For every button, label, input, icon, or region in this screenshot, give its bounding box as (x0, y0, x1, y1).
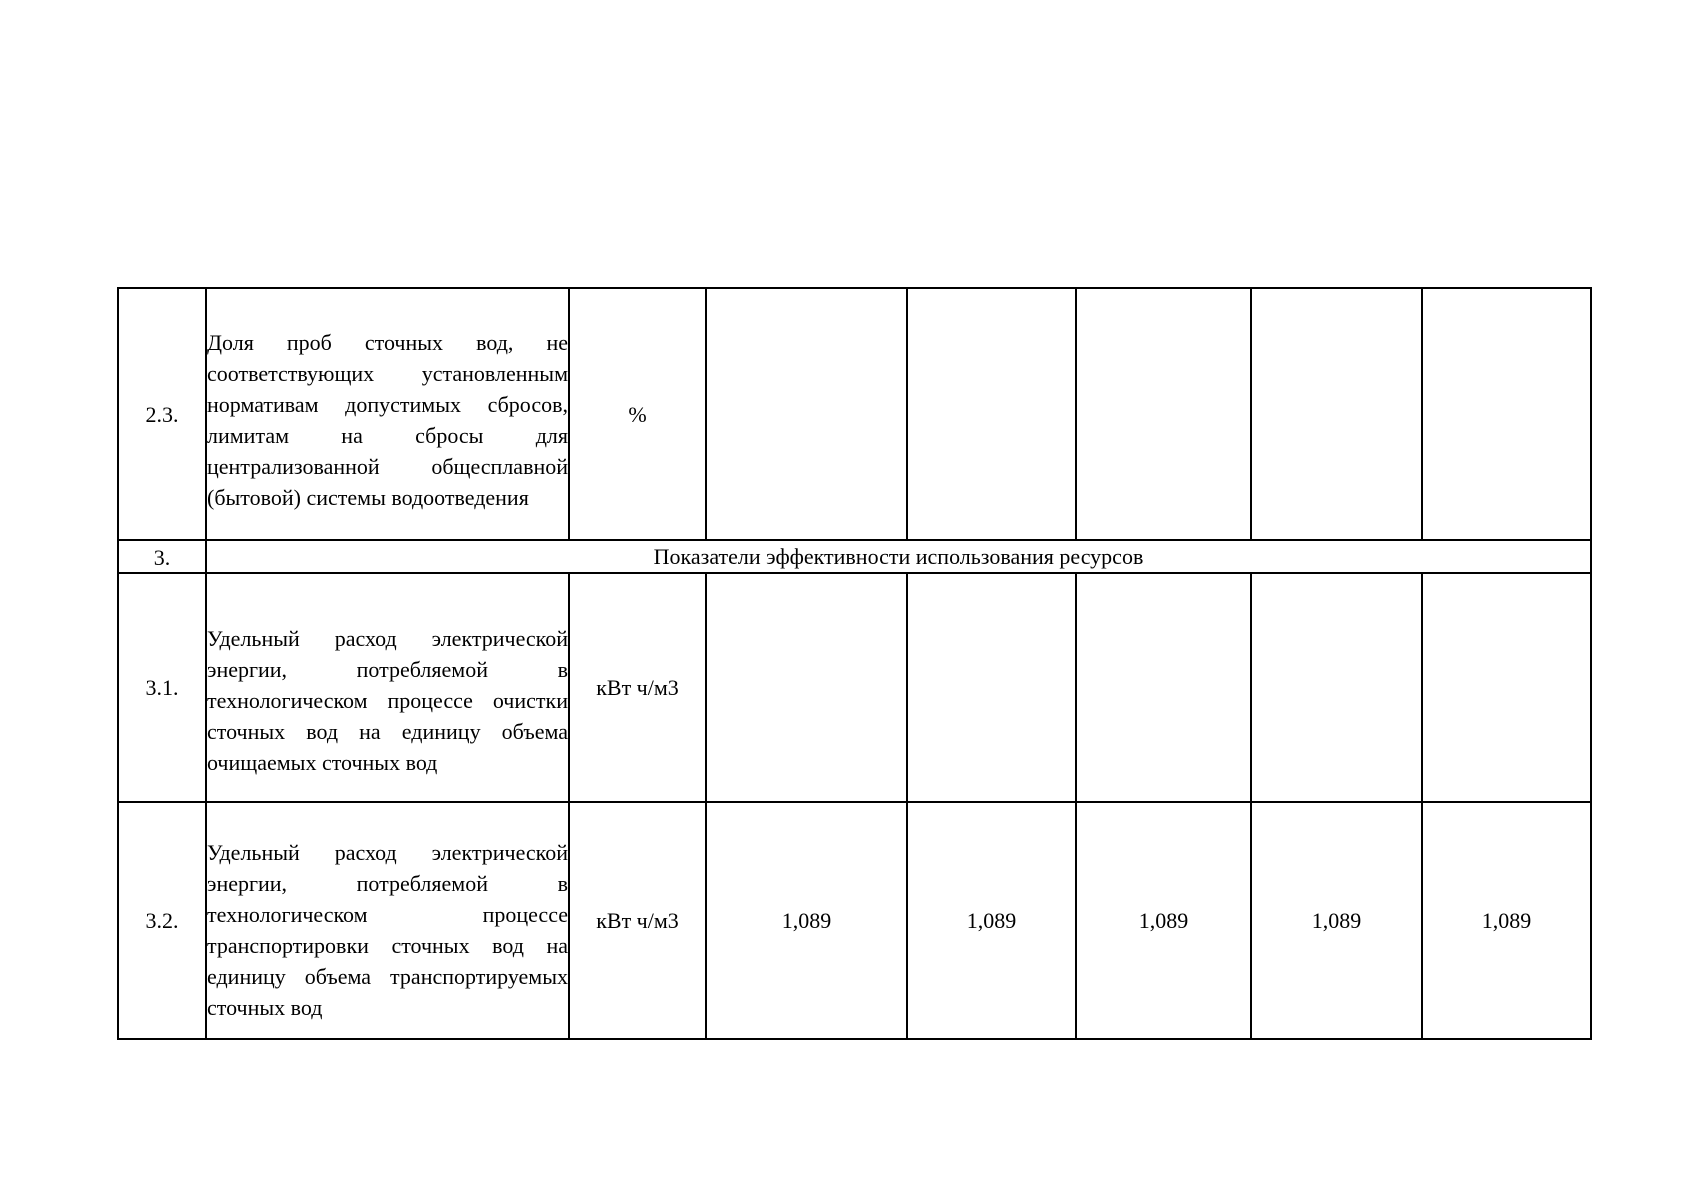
row-value-1 (706, 573, 907, 802)
row-value-3 (1076, 288, 1251, 540)
row-value-4 (1251, 573, 1422, 802)
table-row-section-3 (118, 540, 1591, 573)
indicators-table (117, 287, 1592, 1040)
row-description-text: Удельный расход электрической энергии, потребляемой в технологическом процессе очистки сточных вод на единицу объема очищаемых сточных вод (207, 626, 568, 775)
indicators-table-wrapper (117, 287, 1590, 1040)
row-value-2: 1,089 (907, 802, 1076, 1039)
row-number: 3.2. (118, 802, 206, 1039)
table-row-3-2 (118, 802, 1591, 1039)
row-value-5 (1422, 288, 1591, 540)
row-value-5 (1422, 573, 1591, 802)
row-description (206, 288, 569, 540)
row-number: 3.1. (118, 573, 206, 802)
section-number: 3. (118, 540, 206, 573)
row-value-1: 1,089 (706, 802, 907, 1039)
row-value-1 (706, 288, 907, 540)
row-description-text: Удельный расход электрической энергии, потребляемой в технологическом процессе транспортировки сточных вод на единицу объема транспортируемых сточных вод (207, 839, 568, 1020)
row-unit: кВт ч/м3 (569, 802, 706, 1039)
row-value-3: 1,089 (1076, 802, 1251, 1039)
row-value-3 (1076, 573, 1251, 802)
row-value-2 (907, 573, 1076, 802)
row-unit: кВт ч/м3 (569, 573, 706, 802)
table-row-3-1 (118, 573, 1591, 802)
row-number: 2.3. (118, 288, 206, 540)
row-value-5: 1,089 (1422, 802, 1591, 1039)
row-description (206, 573, 569, 802)
row-value-4: 1,089 (1251, 802, 1422, 1039)
row-description (206, 802, 569, 1039)
table-row-2-3 (118, 288, 1591, 540)
section-title: Показатели эффективности использования ресурсов (206, 540, 1591, 573)
row-description-text: Доля проб сточных вод, не соответствующих установленным нормативам допустимых сбросов, лимитам на сбросы для централизованной общесплавной (бытовой) системы водоотведения (207, 330, 568, 510)
row-value-4 (1251, 288, 1422, 540)
row-value-2 (907, 288, 1076, 540)
row-unit: % (569, 288, 706, 540)
